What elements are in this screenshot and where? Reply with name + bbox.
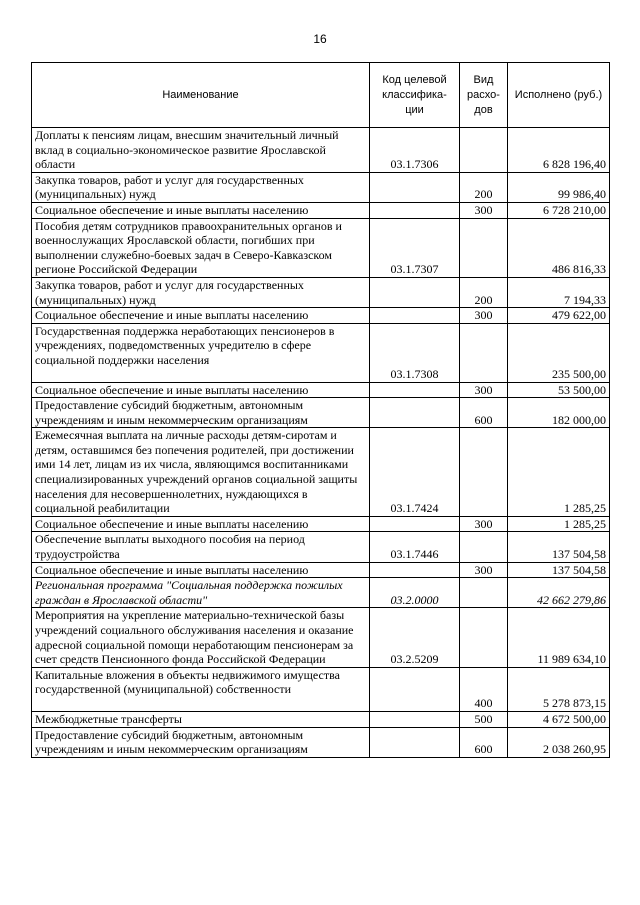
row-name: Закупка товаров, работ и услуг для государственных (муниципальных) нужд [32,277,370,307]
row-type [460,608,508,667]
table-row [32,608,610,667]
row-name: Социальное обеспечение и иные выплаты населению [32,308,370,324]
table-row [32,516,610,532]
table-row [32,578,610,608]
row-sum: 6 828 196,40 [508,128,610,173]
row-name: Социальное обеспечение и иные выплаты населению [32,562,370,578]
row-code: 03.1.7307 [370,218,460,277]
row-name: Мероприятия на укрепление материально-технической базы учреждений социального обслуживания населения и оказание адресной социальной помощи неработающим пенсионерам за счет средств Пенсионного фонда Российской Федерации [32,608,370,667]
row-type: 400 [460,667,508,711]
row-type: 200 [460,172,508,202]
row-sum: 53 500,00 [508,382,610,398]
row-code [370,172,460,202]
table-row [32,398,610,428]
row-type: 600 [460,727,508,757]
row-sum: 2 038 260,95 [508,727,610,757]
row-code [370,516,460,532]
row-type: 300 [460,562,508,578]
header-code: Код целевой классифика-ции [370,63,460,128]
table-header-row [32,63,610,128]
row-name: Закупка товаров, работ и услуг для государственных (муниципальных) нужд [32,172,370,202]
row-code: 03.1.7424 [370,428,460,517]
row-code [370,727,460,757]
table-row [32,323,610,382]
budget-execution-table [31,62,610,758]
row-code: 03.1.7446 [370,532,460,562]
row-code [370,711,460,727]
row-sum: 1 285,25 [508,516,610,532]
table-row [32,218,610,277]
row-name: Социальное обеспечение и иные выплаты населению [32,516,370,532]
row-sum: 99 986,40 [508,172,610,202]
row-type: 300 [460,516,508,532]
row-code: 03.1.7306 [370,128,460,173]
row-code: 03.2.5209 [370,608,460,667]
row-type [460,428,508,517]
row-sum: 11 989 634,10 [508,608,610,667]
row-code [370,562,460,578]
row-type: 600 [460,398,508,428]
row-sum: 5 278 873,15 [508,667,610,711]
row-type [460,128,508,173]
row-type: 300 [460,202,508,218]
header-sum: Исполнено (руб.) [508,63,610,128]
row-sum: 1 285,25 [508,428,610,517]
row-name: Обеспечение выплаты выходного пособия на период трудоустройства [32,532,370,562]
row-type: 300 [460,382,508,398]
table-row [32,382,610,398]
header-name: Наименование [32,63,370,128]
row-name: Предоставление субсидий бюджетным, автономным учреждениям и иным некоммерческим организациям [32,398,370,428]
row-type [460,218,508,277]
table-body [32,128,610,758]
page-number: 16 [313,32,327,46]
row-name: Доплаты к пенсиям лицам, внесшим значительный личный вклад в социально-экономическое развитие Ярославской области [32,128,370,173]
row-code: 03.2.0000 [370,578,460,608]
row-sum: 137 504,58 [508,562,610,578]
table-row [32,711,610,727]
table-row [32,202,610,218]
row-code: 03.1.7308 [370,323,460,382]
row-type [460,323,508,382]
row-name: Предоставление субсидий бюджетным, автономным учреждениям и иным некоммерческим организациям [32,727,370,757]
table-row [32,128,610,173]
row-code [370,667,460,711]
row-name: Пособия детям сотрудников правоохранительных органов и военнослужащих Ярославской области, погибших при выполнении служебно-боевых задач в Северо-Кавказском регионе Российской Федерации [32,218,370,277]
row-name: Социальное обеспечение и иные выплаты населению [32,202,370,218]
table-row [32,172,610,202]
row-name: Социальное обеспечение и иные выплаты населению [32,382,370,398]
row-name: Межбюджетные трансферты [32,711,370,727]
row-code [370,308,460,324]
row-sum: 182 000,00 [508,398,610,428]
row-code [370,398,460,428]
row-sum: 137 504,58 [508,532,610,562]
row-sum: 42 662 279,86 [508,578,610,608]
table-row [32,277,610,307]
table-row [32,308,610,324]
header-type: Вид расхо-дов [460,63,508,128]
row-name: Государственная поддержка неработающих пенсионеров в учреждениях, подведомственных учредителю в сфере социальной поддержки населения [32,323,370,382]
row-code [370,277,460,307]
row-type [460,532,508,562]
table-row [32,667,610,711]
row-type: 500 [460,711,508,727]
row-sum: 486 816,33 [508,218,610,277]
row-type [460,578,508,608]
row-sum: 6 728 210,00 [508,202,610,218]
row-name: Ежемесячная выплата на личные расходы детям-сиротам и детям, оставшимся без попечения родителей, при достижении ими 14 лет, лицам из их числа, являющимся воспитанниками специализированных учреждений органов социальной защиты населения для несовершеннолетних, нуждающихся в социальной реабилитации [32,428,370,517]
table-row [32,428,610,517]
row-type: 200 [460,277,508,307]
row-name: Капитальные вложения в объекты недвижимого имущества государственной (муниципальной) собственности [32,667,370,711]
row-name: Региональная программа "Социальная поддержка пожилых граждан в Ярославской области" [32,578,370,608]
row-code [370,382,460,398]
row-sum: 4 672 500,00 [508,711,610,727]
row-sum: 235 500,00 [508,323,610,382]
table-row [32,562,610,578]
table-row [32,727,610,757]
row-sum: 479 622,00 [508,308,610,324]
row-type: 300 [460,308,508,324]
table-row [32,532,610,562]
row-code [370,202,460,218]
row-sum: 7 194,33 [508,277,610,307]
